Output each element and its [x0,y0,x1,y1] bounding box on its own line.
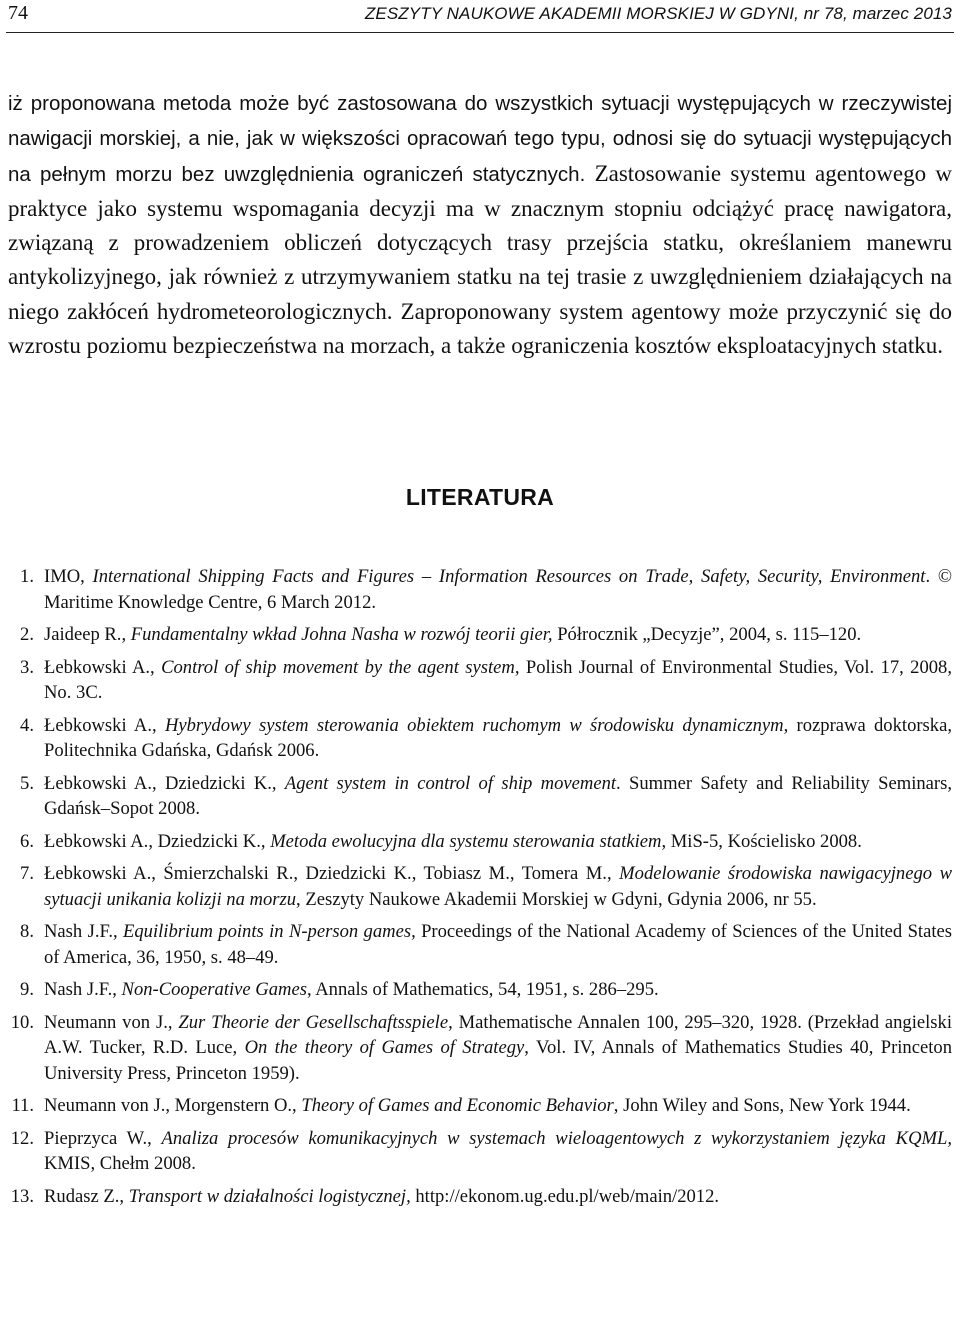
reference-item [0,655,952,706]
journal-running-head: ZESZYTY NAUKOWE AKADEMII MORSKIEJ W GDYNI, nr 78, marzec 2013 [364,4,952,23]
reference-source: , Mathematische Annalen 100, 295–320, 1928. (Przekład angielski A.W. Tucker, R.D. Luce, [44,1011,953,1058]
reference-number: 8. [20,921,34,942]
reference-authors: Łebkowski A., [44,714,165,736]
reference-number: 6. [20,830,34,852]
reference-title: Transport w działalności logistycznej, [128,1185,411,1207]
reference-number: 2. [20,624,34,645]
reference-authors: IMO, [44,566,93,587]
reference-title: Zur Theorie der Gesellschaftsspiele [178,1011,449,1033]
reference-number: 13. [10,1185,34,1207]
reference-source: . © Maritime Knowledge Centre, 6 March 2012. [44,566,952,613]
body-paragraph [8,86,952,363]
reference-source: , John Wiley and Sons, New York 1944. [613,1095,911,1116]
reference-authors: Łebkowski A., [44,656,162,678]
reference-number: 5. [20,772,34,794]
reference-title: Hybrydowy system sterowania obiektem ruchomym w środowisku dynamicznym, [164,714,789,736]
reference-item [0,771,952,822]
reference-source: Półrocznik „Decyzje”, 2004, s. 115–120. [552,624,862,645]
reference-source: , Zeszyty Naukowe Akademii Morskiej w Gdyni, Gdynia 2006, nr 55. [296,888,817,910]
reference-title: Control of ship movement by the agent system [161,656,515,678]
reference-list [0,564,952,1216]
reference-authors: Neumann von J., Morgenstern O., [44,1095,302,1116]
reference-authors: Łebkowski A., Śmierzchalski R., Dziedzicki K., Tobiasz M., Tomera M., [44,863,620,884]
reference-source: . Summer Safety and Reliability Seminars, Gdańsk–Sopot 2008. [44,772,952,819]
reference-item [0,977,952,1003]
reference-item [0,564,952,615]
reference-item [0,1093,952,1119]
reference-authors: Łebkowski A., Dziedzicki K., [44,830,271,852]
section-title-literatura: LITERATURA [405,484,555,510]
reference-item [0,622,952,648]
reference-authors: Jaideep R., [44,624,131,645]
reference-source: , Annals of Mathematics, 54, 1951, s. 286–295. [306,979,659,1000]
reference-authors: Pieprzyca W., [44,1127,162,1149]
reference-item [0,1184,952,1210]
reference-source: http://ekonom.ug.edu.pl/web/main/2012. [410,1185,720,1207]
reference-title-translation: On the theory of Games of Strategy [244,1037,525,1058]
reference-number: 11. [11,1095,34,1116]
page-number: 74 [8,2,28,24]
page-header [0,0,960,34]
reference-number: 1. [20,566,34,587]
reference-title: Analiza procesów komunikacyjnych w systemach wieloagentowych z wykorzystaniem języka KQML, [161,1127,952,1149]
reference-item [0,919,952,970]
reference-source: KMIS, Chełm 2008. [44,1153,196,1174]
reference-title: Agent system in control of ship movement [284,772,617,794]
reference-title: International Shipping Facts and Figures – Information Resources on Trade, Safety, Security, Environment [92,566,926,587]
reference-title: Equilibrium points in N-person games [123,921,412,942]
reference-authors: Nash J.F., [44,979,122,1000]
reference-source: , MiS-5, Kościelisko 2008. [661,830,862,852]
body-sentence-1: iż proponowana metoda może być zastosowana do wszystkich sytuacji występujących w rzeczywistej nawigacji morskiej, a nie, jak w większości opracowań tego typu, odnosi się do sytuacji występujących na pełnym morzu bez uwzględnienia ograniczeń statycznych. [8,92,952,186]
reference-number: 9. [20,979,34,1000]
reference-authors: Łebkowski A., Dziedzicki K., [44,772,285,794]
body-sentence-2: Zastosowanie systemu agentowego w praktyce jako systemu wspomagania decyzji ma w znacznym stopniu odciążyć pracę nawigatora, związaną z prowadzeniem obliczeń dotyczących trasy przejścia statku, określaniem manewru antykolizyjnego, jak również z utrzymywaniem statku na tej trasie z uwzględnieniem działających na niego zakłóceń hydrometeorologicznych. Zaproponowany system agentowy może przyczynić się do wzrostu poziomu bezpieczeństwa na morzach, a także ograniczenia kosztów eksploatacyjnych statku. [8,160,953,359]
header-rule [6,32,954,33]
reference-number: 7. [20,863,34,884]
reference-number: 12. [10,1127,34,1149]
reference-item [0,1010,952,1087]
reference-title: Fundamentalny wkład Johna Nasha w rozwój teorii gier, [130,624,553,645]
reference-source-translation: , Vol. IV, Annals of Mathematics Studies 40, Princeton University Press, Princeton 1959). [44,1037,952,1084]
reference-number: 3. [20,656,34,678]
reference-title: Theory of Games and Economic Behavior [301,1095,614,1116]
reference-title: Metoda ewolucyjna dla systemu sterowania statkiem [270,830,662,852]
reference-item [0,713,952,764]
reference-title: Non-Cooperative Games [121,979,307,1000]
reference-number: 10. [10,1011,34,1033]
reference-item [0,1126,952,1177]
reference-source: rozprawa doktorska, Politechnika Gdańska, Gdańsk 2006. [44,714,952,761]
reference-title: Modelowanie środowiska nawigacyjnego w sytuacji unikania kolizji na morzu [44,863,953,910]
reference-authors: Nash J.F., [44,921,124,942]
reference-number: 4. [20,714,34,736]
reference-item [0,829,952,855]
reference-source: , Polish Journal of Environmental Studies, Vol. 17, 2008, No. 3C. [44,656,952,703]
reference-source: , Proceedings of the National Academy of Sciences of the United States of America, 36, 1950, s. 48–49. [44,921,953,968]
reference-authors: Neumann von J., [44,1011,179,1033]
reference-authors: Rudasz Z., [44,1185,129,1207]
reference-item [0,861,952,912]
